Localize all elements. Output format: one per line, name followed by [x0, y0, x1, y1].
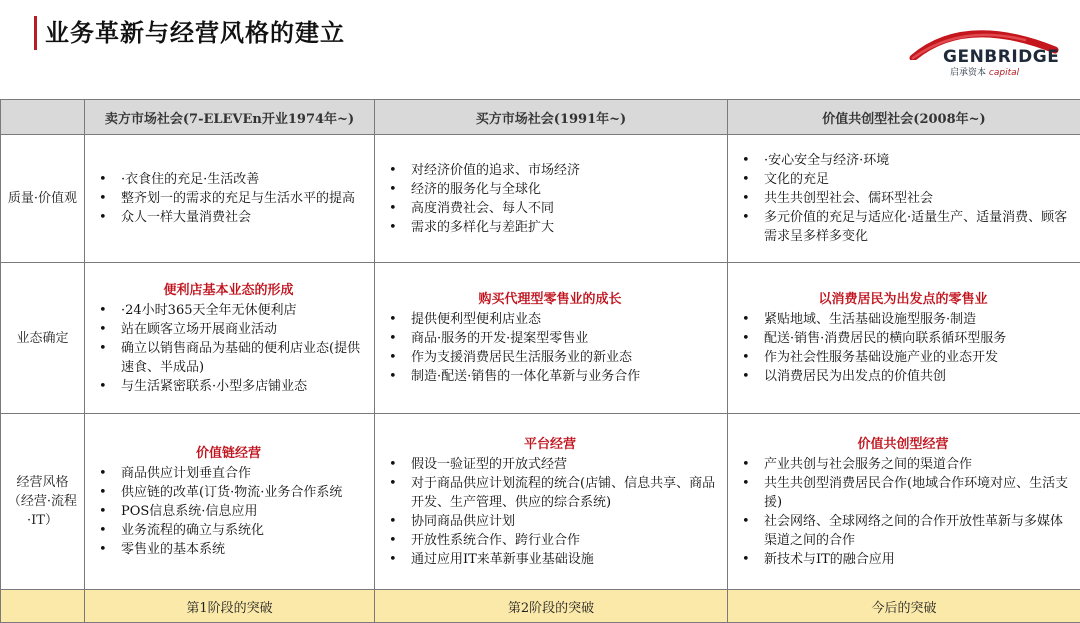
bullet-item: • 确立以销售商品为基础的便利店业态(提供速食、半成品) — [93, 339, 364, 377]
bullet-item: • 供应链的改革(订货·物流·业务合作系统 — [93, 483, 364, 502]
table-cell — [85, 135, 375, 263]
cell-heading: 价值共创型经营 — [857, 436, 949, 452]
table-cell — [375, 263, 728, 414]
table-row — [1, 263, 1080, 414]
column-header: 价值共创型社会(2008年~) — [728, 100, 1080, 135]
footer-cell: 第2阶段的突破 — [375, 590, 728, 623]
table-cell — [728, 414, 1080, 590]
column-header: 买方市场社会(1991年~) — [375, 100, 728, 135]
footer-cell: 今后的突破 — [728, 590, 1080, 623]
bullet-item: • 作为支援消费居民生活服务业的新业态 — [383, 348, 717, 367]
bullet-item: • 站在顾客立场开展商业活动 — [93, 320, 364, 339]
bullet-item: • 共生共创型社会、儒环型社会 — [736, 189, 1070, 208]
bullet-item: • 高度消费社会、每人不同 — [383, 199, 717, 218]
bullet-item: • 业务流程的确立与系统化 — [93, 521, 364, 540]
bullet-item: • 以消费居民为出发点的价值共创 — [736, 367, 1070, 386]
footer-cell: 第1阶段的突破 — [85, 590, 375, 623]
row-label: 业态确定 — [1, 263, 85, 414]
table-cell — [85, 263, 375, 414]
bullet-item: • 对经济价值的追求、市场经济 — [383, 161, 717, 180]
table-cell — [728, 135, 1080, 263]
bullet-item: • 社会网络、全球网络之间的合作开放性革新与多媒体渠道之间的合作 — [736, 512, 1070, 550]
bullet-item: • 整齐划一的需求的充足与生活水平的提高 — [93, 189, 364, 208]
bullet-item: • POS信息系统·信息应用 — [93, 502, 364, 521]
table-cell — [728, 263, 1080, 414]
cell-heading: 便利店基本业态的形成 — [163, 282, 294, 298]
bullet-item: • ·24小时365天全年无休便利店 — [93, 301, 364, 320]
bullet-item: • 商品·服务的开发·提案型零售业 — [383, 329, 717, 348]
bullet-item: • 对于商品供应计划流程的统合(店铺、信息共享、商品开发、生产管理、供应的综合系统) — [383, 474, 717, 512]
bullet-item: • 新技术与IT的融合应用 — [736, 550, 1070, 569]
genbridge-logo — [905, 20, 1065, 80]
table-corner — [1, 100, 85, 135]
page-title: 业务革新与经营风格的建立 — [34, 16, 345, 50]
bullet-item: • 与生活紧密联系·小型多店铺业态 — [93, 377, 364, 396]
row-label: 质量·价值观 — [1, 135, 85, 263]
column-header: 卖方市场社会(7-ELEVEn开业1974年~) — [85, 100, 375, 135]
row-label: 经营风格（经营·流程·IT） — [1, 414, 85, 590]
bullet-item: • 协同商品供应计划 — [383, 512, 717, 531]
table-cell — [375, 135, 728, 263]
footer-row — [1, 590, 1080, 623]
table-cell — [375, 414, 728, 590]
bullet-item: • 众人一样大量消费社会 — [93, 208, 364, 227]
bullet-item: • 提供便利型便利店业态 — [383, 310, 717, 329]
bullet-item: • 文化的充足 — [736, 170, 1070, 189]
bullet-item: • 开放性系统合作、跨行业合作 — [383, 531, 717, 550]
bullet-item: • 零售业的基本系统 — [93, 540, 364, 559]
bullet-item: • 产业共创与社会服务之间的渠道合作 — [736, 455, 1070, 474]
cell-heading: 购买代理型零售业的成长 — [478, 292, 622, 307]
logo-wordmark: GENBRIDGE — [943, 47, 1060, 67]
logo-subtitle-en: capital — [988, 68, 1020, 78]
bullet-item: • 制造·配送·销售的一体化革新与业务合作 — [383, 367, 717, 386]
bullet-item: • 配送·销售·消费居民的横向联系循环型服务 — [736, 329, 1070, 348]
table-row — [1, 414, 1080, 590]
bullet-item: • 通过应用IT来革新事业基础设施 — [383, 550, 717, 569]
table-cell — [85, 414, 375, 590]
bullet-item: • 经济的服务化与全球化 — [383, 180, 717, 199]
bullet-item: • 共生共创型消费居民合作(地域合作环境对应、生活支援) — [736, 474, 1070, 512]
bullet-item: • 假设一验证型的开放式经营 — [383, 455, 717, 474]
bullet-item: • ·衣食住的充足·生活改善 — [93, 170, 364, 189]
bullet-item: • ·安心安全与经济·环境 — [736, 151, 1070, 170]
cell-heading: 平台经营 — [523, 436, 576, 452]
logo-subtitle — [950, 65, 1019, 78]
comparison-table — [0, 99, 1080, 623]
cell-heading: 以消费居民为出发点的零售业 — [818, 292, 988, 307]
bullet-item: • 作为社会性服务基础设施产业的业态开发 — [736, 348, 1070, 367]
bullet-item: • 多元价值的充足与适应化·适量生产、适量消费、顾客需求呈多样多变化 — [736, 208, 1070, 246]
bullet-item: • 紧贴地域、生活基础设施型服务·制造 — [736, 310, 1070, 329]
footer-blank-cell — [1, 590, 85, 623]
table-row — [1, 135, 1080, 263]
cell-heading: 价值链经营 — [195, 446, 261, 461]
bullet-item: • 需求的多样化与差距扩大 — [383, 218, 717, 237]
bullet-item: • 商品供应计划垂直合作 — [93, 464, 364, 483]
table-header-row — [1, 100, 1080, 135]
logo-subtitle-cn: 启承资本 — [950, 68, 987, 78]
